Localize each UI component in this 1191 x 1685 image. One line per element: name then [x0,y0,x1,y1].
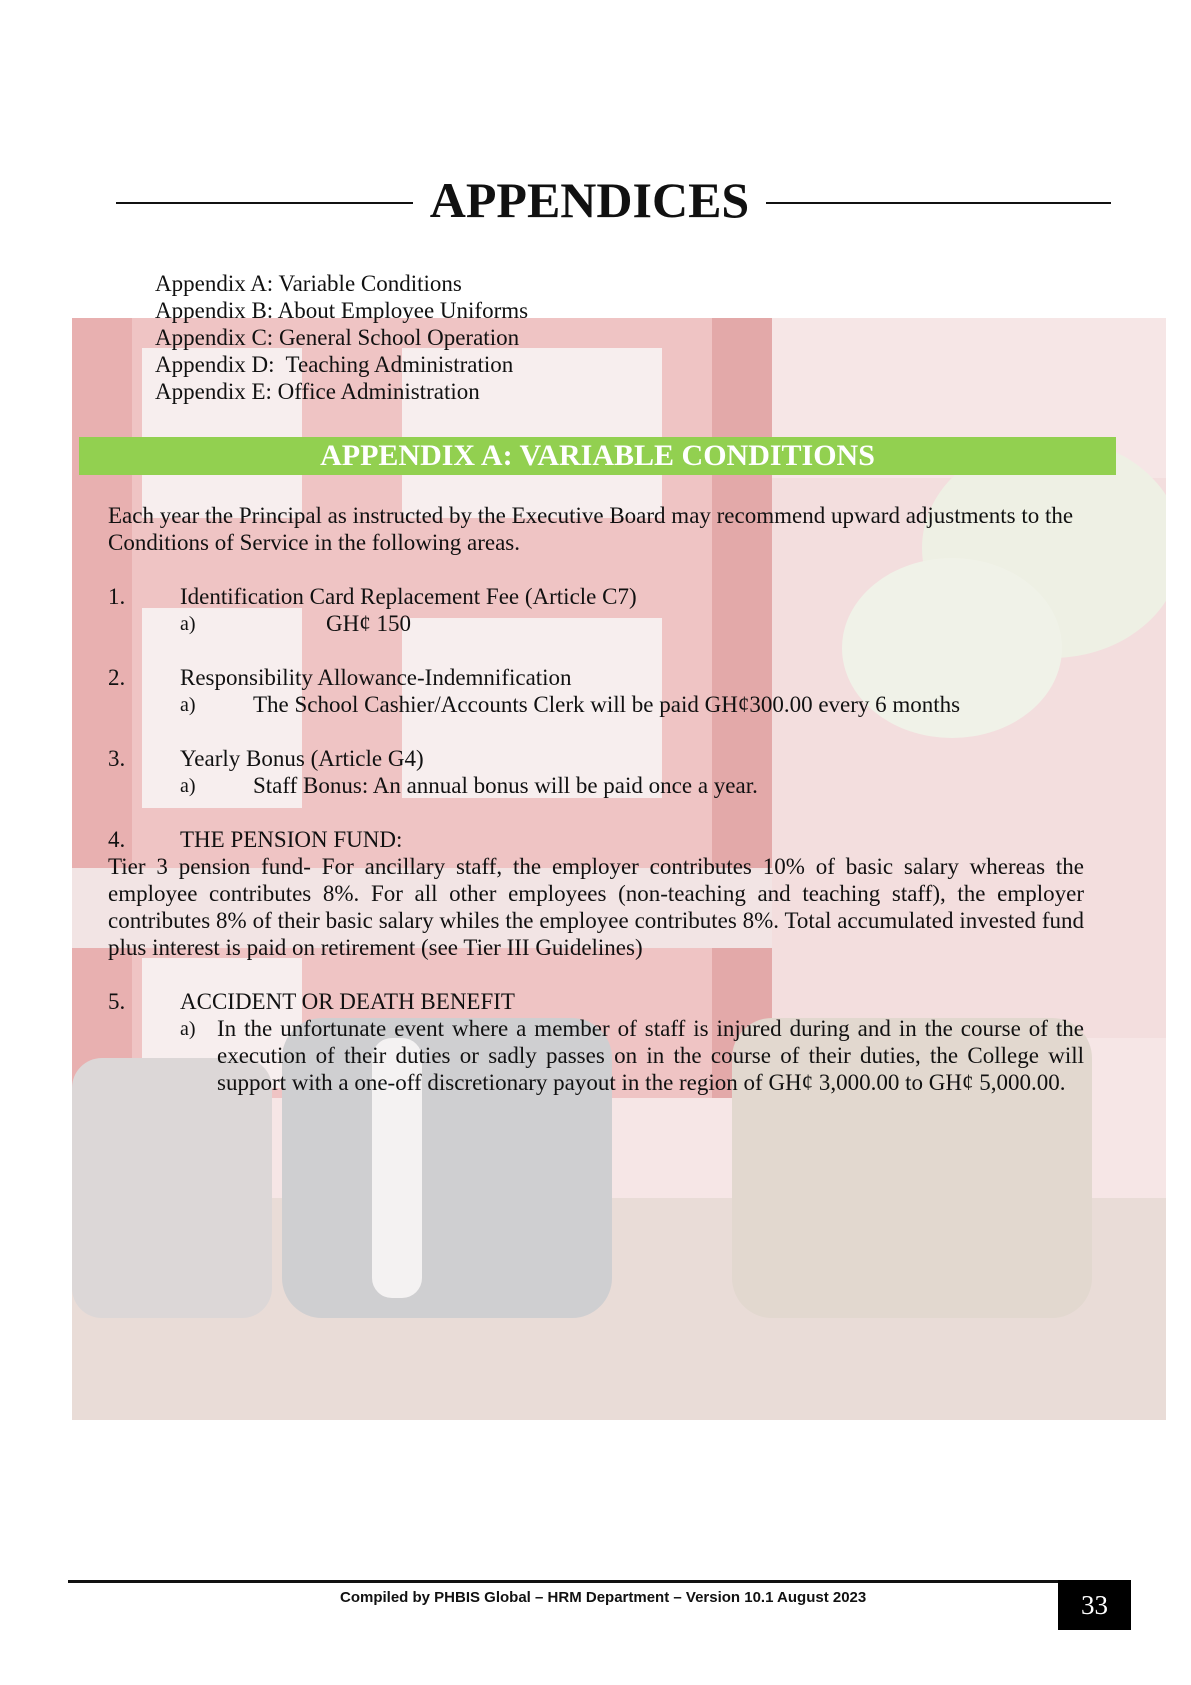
title-rule-right [766,202,1111,204]
sub-item-marker: a) [180,1018,196,1040]
appendix-list-item: Appendix C: General School Operation [155,325,520,350]
item-heading: THE PENSION FUND: [180,827,403,852]
item-heading: Responsibility Allowance-Indemnification [180,665,572,690]
footer-rule [68,1580,1131,1583]
section-banner [79,437,1116,475]
item-number: 1. [108,584,126,609]
appendix-list-item: Appendix A: Variable Conditions [155,271,462,296]
sub-item-marker: a) [180,613,196,635]
sub-item-text: Staff Bonus: An annual bonus will be paid once a year. [253,773,758,798]
title-rule-left [116,202,413,204]
page-number-box [1058,1580,1131,1630]
sub-item-text: In the unfortunate event where a member of staff is injured during and in the course of the execution of their duties or sadly passes on in the course of their duties, the College will support with a one-off discretionary payout in the region of GH¢ 3,000.00 to GH¢ 5,000.00. [217,1016,1084,1095]
footer-text: Compiled by PHBIS Global – HRM Department – Version 10.1 August 2023 [340,1589,867,1606]
appendix-list-item: Appendix B: About Employee Uniforms [155,298,529,323]
sub-item-marker: a) [180,775,196,797]
appendix-list-item: Appendix D: Teaching Administration [155,352,514,377]
item-heading: Identification Card Replacement Fee (Article C7) [180,584,637,609]
title-row [0,170,1191,230]
page-title: APPENDICES [429,172,750,228]
sub-item-text: The School Cashier/Accounts Clerk will be paid GH¢300.00 every 6 months [253,692,961,717]
sub-item-marker: a) [180,694,196,716]
item-number: 3. [108,746,126,771]
sub-item-text: GH¢ 150 [326,611,411,636]
section-title: APPENDIX A: VARIABLE CONDITIONS [320,439,875,472]
appendix-list-item: Appendix E: Office Administration [155,379,480,404]
item-number: 2. [108,665,126,690]
intro-line-2: Conditions of Service in the following areas. [108,530,521,555]
item-heading: ACCIDENT OR DEATH BENEFIT [180,989,515,1014]
appendix-list [155,270,528,405]
page-number: 33 [1081,1590,1108,1620]
pension-paragraph: Tier 3 pension fund- For ancillary staff, the employer contributes 10% of basic salary whereas the employee contributes 8%. For all other employees (non-teaching and teaching staff), the employer contributes 8% of their basic salary whiles the employee contributes 8%. Total accumulated invested fund plus interest is paid on retirement (see Tier III Guidelines) [108,854,1084,960]
item-heading: Yearly Bonus (Article G4) [180,746,424,771]
item-number: 5. [108,989,126,1014]
item-number: 4. [108,827,126,852]
intro-line-1: Each year the Principal as instructed by the Executive Board may recommend upward adjustments to the [108,503,1074,528]
